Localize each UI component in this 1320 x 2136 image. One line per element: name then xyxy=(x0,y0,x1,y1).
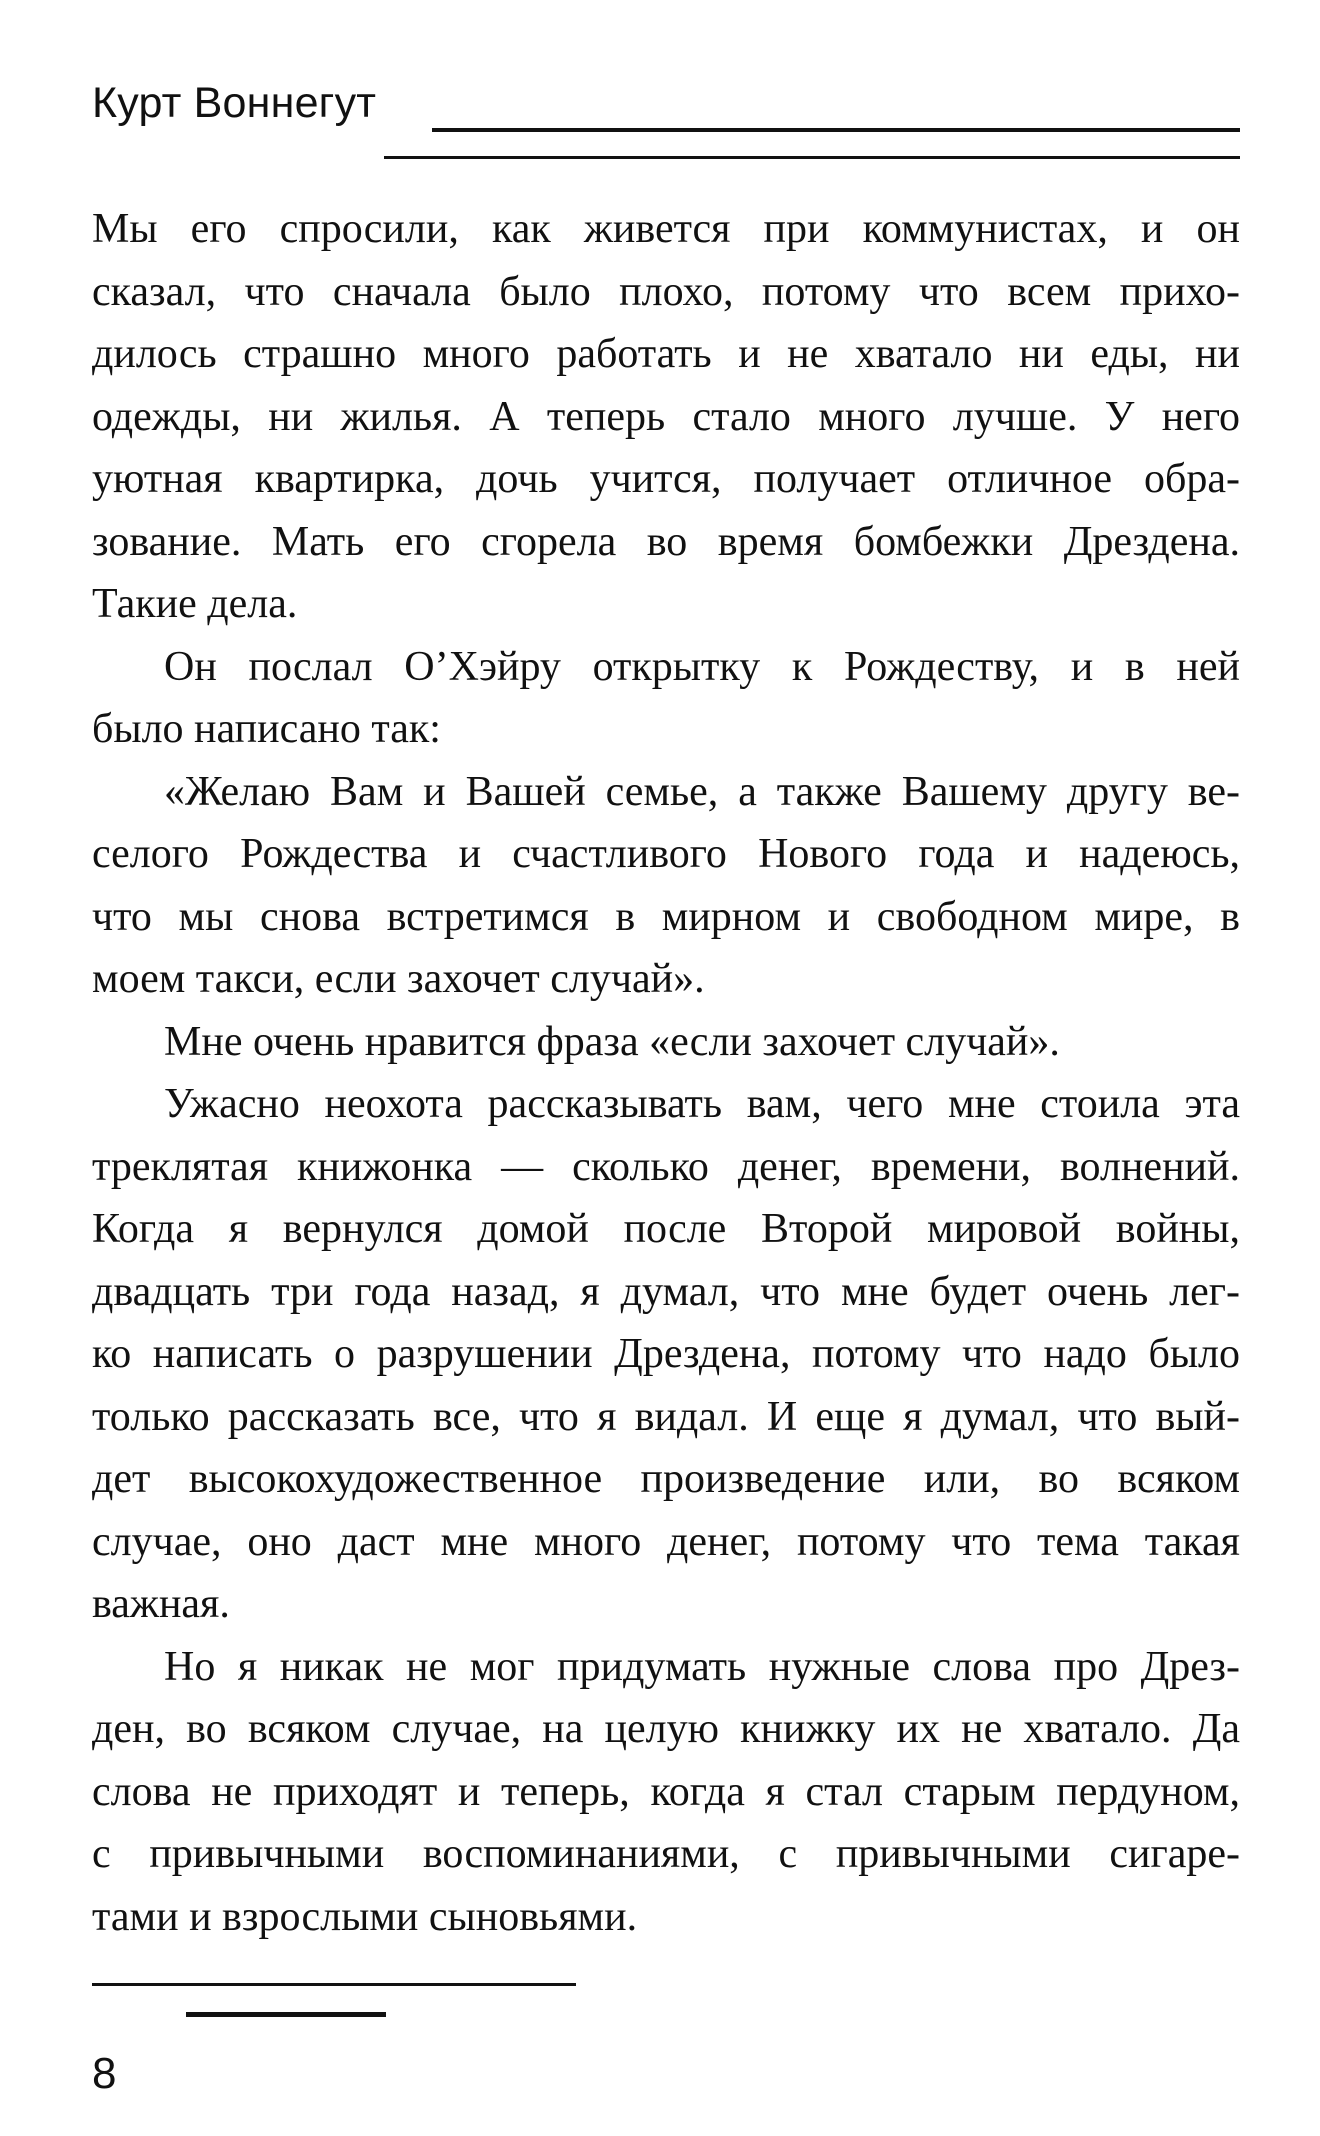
header-rule-upper xyxy=(432,128,1240,132)
text-line: Но я никак не мог придумать нужные слова про Дрез- xyxy=(164,1643,1240,1690)
text-line: важная. xyxy=(92,1581,230,1627)
text-line: «Желаю Вам и Вашей семье, а также Вашему другу ве- xyxy=(164,768,1240,815)
text-line: ден, во всяком случае, на целую книжку их не хватало. Да xyxy=(92,1706,1240,1752)
footer-rule-lower xyxy=(186,2012,386,2017)
text-line: селого Рождества и счастливого Нового года и надеюсь, xyxy=(92,831,1240,877)
footer-rule-upper xyxy=(92,1983,576,1986)
text-line: только рассказать все, что я видал. И еще я думал, что вый- xyxy=(92,1393,1240,1440)
text-line: Он послал О’Хэйру открытку к Рождеству, и в ней xyxy=(164,643,1240,690)
header-rule-lower xyxy=(384,156,1240,159)
text-line: треклятая книжонка — сколько денег, времени, волнений. xyxy=(92,1143,1240,1190)
text-line: слова не приходят и теперь, когда я стал старым пердуном, xyxy=(92,1768,1240,1815)
text-line: уютная квартирка, дочь учится, получает отличное обра- xyxy=(92,456,1240,502)
text-line: Мне очень нравится фраза «если захочет случай». xyxy=(164,1018,1060,1065)
text-line: дилось страшно много работать и не хватало ни еды, ни xyxy=(92,331,1240,377)
text-line: моем такси, если захочет случай». xyxy=(92,956,705,1002)
text-line: одежды, ни жилья. А теперь стало много лучше. У него xyxy=(92,393,1240,440)
text-line: Когда я вернулся домой после Второй мировой войны, xyxy=(92,1206,1240,1252)
text-line: сказал, что сначала было плохо, потому что всем прихо- xyxy=(92,268,1240,315)
text-line: случае, оно даст мне много денег, потому что тема такая xyxy=(92,1518,1240,1565)
text-line: двадцать три года назад, я думал, что мне будет очень лег- xyxy=(92,1268,1240,1315)
text-line: зование. Мать его сгорела во время бомбежки Дрездена. xyxy=(92,518,1240,565)
text-line: Ужасно неохота рассказывать вам, чего мне стоила эта xyxy=(164,1081,1240,1127)
page-body-text xyxy=(92,198,1240,1948)
text-line: что мы снова встретимся в мирном и свободном мире, в xyxy=(92,893,1240,940)
text-line: Такие дела. xyxy=(92,581,298,627)
text-line: ко написать о разрушении Дрездена, потому что надо было xyxy=(92,1331,1240,1377)
running-header-author: Курт Воннегут xyxy=(92,79,377,127)
text-line: Мы его спросили, как живется при коммунистах, и он xyxy=(92,206,1240,252)
text-line: было написано так: xyxy=(92,706,441,752)
text-line: с привычными воспоминаниями, с привычными сигаре- xyxy=(92,1831,1240,1877)
text-line: тами и взрослыми сыновьями. xyxy=(92,1893,638,1940)
page-number: 8 xyxy=(92,2049,117,2098)
text-line: дет высокохудожественное произведение или, во всяком xyxy=(92,1456,1240,1502)
